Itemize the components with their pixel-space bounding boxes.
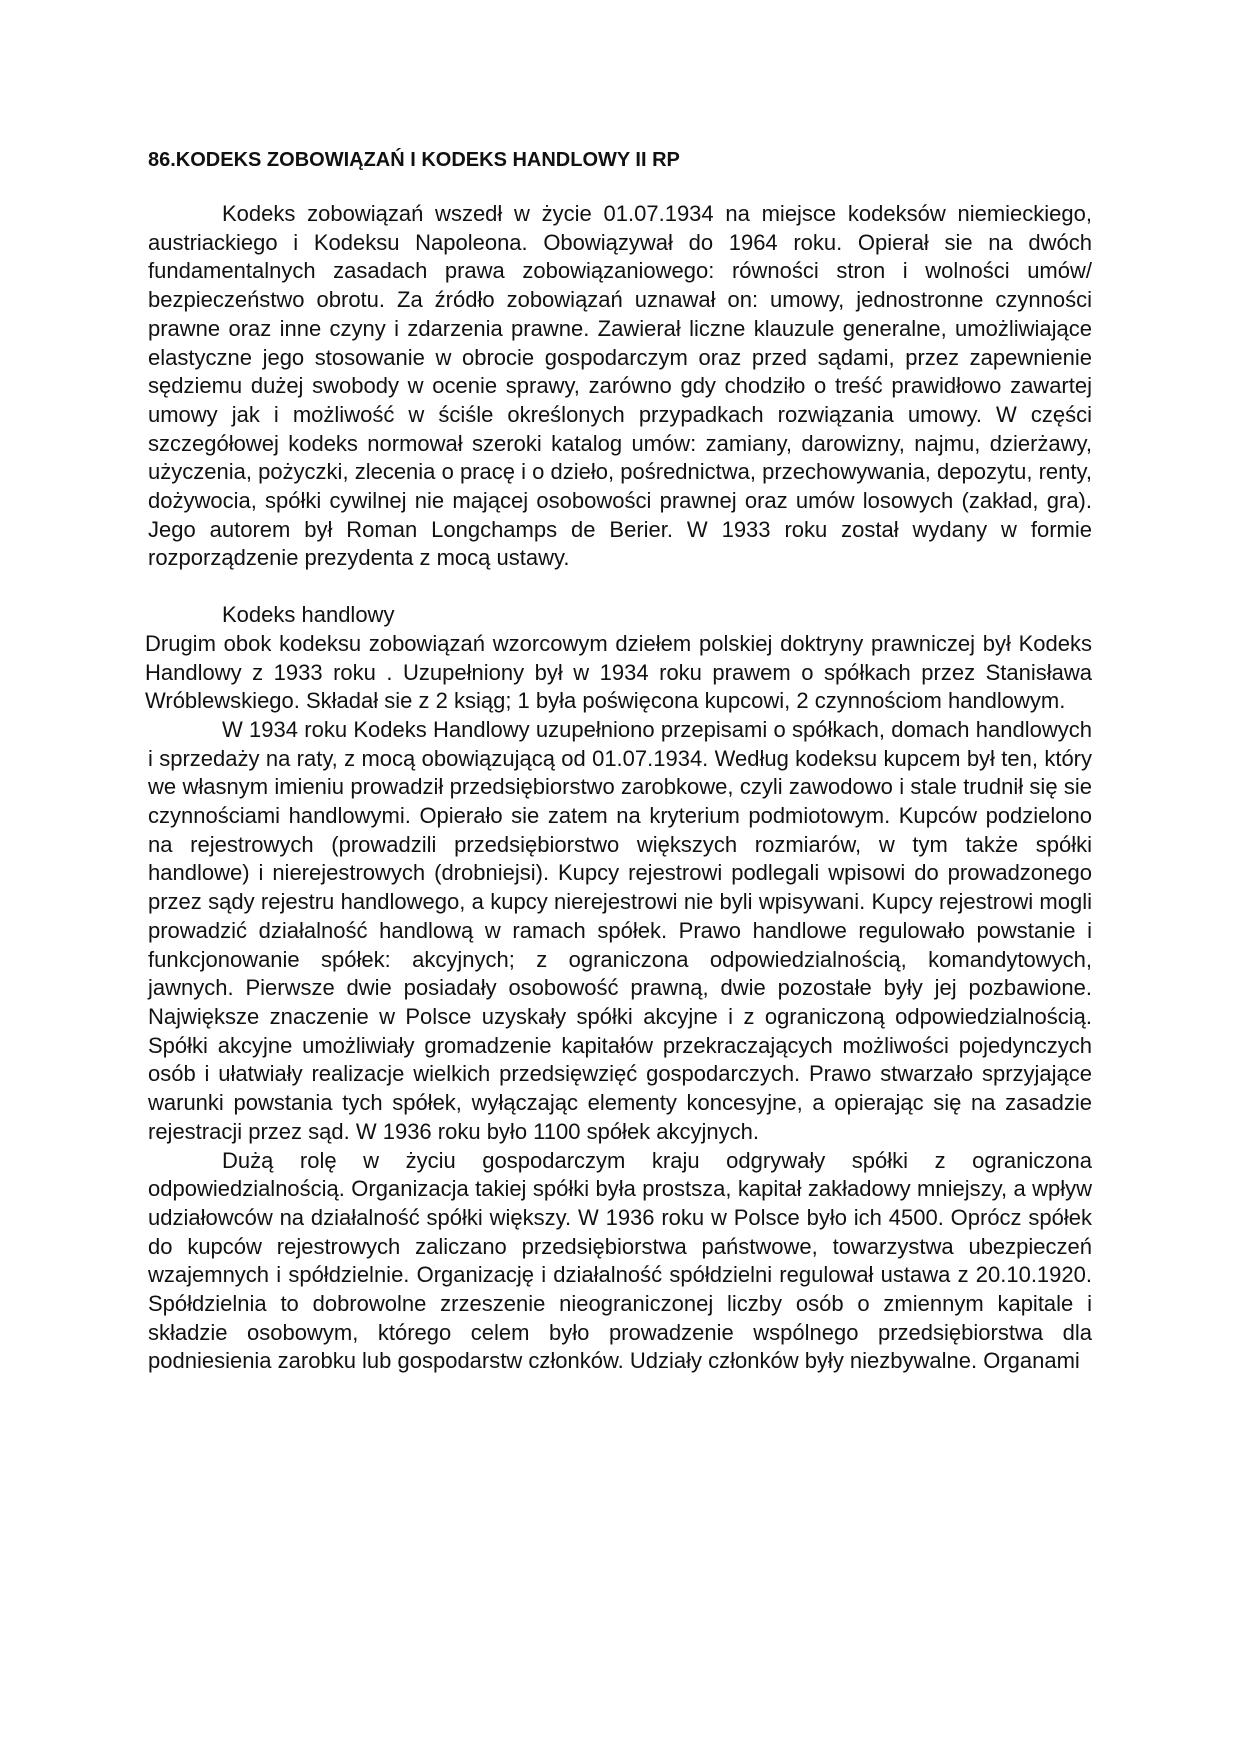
paragraph-kodeks-handlowy-intro: Drugim obok kodeksu zobowiązań wzorcowym dziełem polskiej doktryny prawniczej był Kodeks Handlowy z 1933 roku . Uzupełniony był w 1934 roku prawem o spółkach przez Stanisława Wróblewskiego. Składał sie z 2 ksiąg; 1 była poświęcona kupcowi, 2 czynnościom handlowym. (145, 630, 1092, 714)
subheading-kodeks-handlowy: Kodeks handlowy (222, 602, 395, 628)
paragraph-kodeks-zobowiazan: Kodeks zobowiązań wszedł w życie 01.07.1934 na miejsce kodeksów niemieckiego, austriackiego i Kodeksu Napoleona. Obowiązywał do 1964 roku. Opierał sie na dwóch fundamentalnych zasadach prawa zobowiązaniowego: równości stron i wolności umów/ bezpieczeństwo obrotu. Za źródło zobowiązań uznawał on: umowy, jednostronne czynności prawne oraz inne czyny i zdarzenia prawne. Zawierał liczne klauzule generalne, umożliwiające elastyczne jego stosowanie w obrocie gospodarczym oraz przed sądami, przez zapewnienie sędziemu dużej swobody w ocenie sprawy, zarówno gdy chodziło o treść prawidłowo zawartej umowy jak i możliwość w ściśle określonych przypadkach rozwiązania umowy. W części szczegółowej kodeks normował szeroki katalog umów: zamiany, darowizny, najmu, dzierżawy, użyczenia, pożyczki, zlecenia o pracę i o dzieło, pośrednictwa, przechowywania, depozytu, renty, dożywocia, spółki cywilnej nie mającej osobowości prawnej oraz umów losowych (zakład, gra). Jego autorem był Roman Longchamps de Berier. W 1933 roku został wydany w formie rozporządzenie prezydenta z mocą ustawy. (148, 201, 1092, 571)
paragraph-spolki-zoo: Dużą rolę w życiu gospodarczym kraju odgrywały spółki z ograniczona odpowiedzialnością. Organizacja takiej spółki była prostsza, kapitał zakładowy mniejszy, a wpływ udziałowców na działalność spółki większy. W 1936 roku w Polsce było ich 4500. Oprócz spółek do kupców rejestrowych zaliczano przedsiębiorstwa państwowe, towarzystwa ubezpieczeń wzajemnych i spółdzielnie. Organizację i działalność spółdzielni regulował ustawa z 20.10.1920. Spółdzielnia to dobrowolne zrzeszenie nieograniczonej liczby osób o zmiennym kapitale i składzie osobowym, którego celem było prowadzenie wspólnego przedsiębiorstwa dla podniesienia zarobku lub gospodarstw członków. Udziały członków były niezbywalne. Organami (148, 1147, 1092, 1374)
document-page (145, 146, 1092, 1376)
document-title: 86.KODEKS ZOBOWIĄZAŃ I KODEKS HANDLOWY II RP (148, 149, 680, 171)
paragraph-kupcy: W 1934 roku Kodeks Handlowy uzupełniono przepisami o spółkach, domach handlowych i sprzedaży na raty, z mocą obowiązującą od 01.07.1934. Według kodeksu kupcem był ten, który we własnym imieniu prowadził przedsiębiorstwo zarobkowe, czyli zawodowo i stale trudnił się sie czynnościami handlowymi. Opierało sie zatem na kryterium podmiotowym. Kupców podzielono na rejestrowych (prowadzili przedsiębiorstwo większych rozmiarów, w tym także spółki handlowe) i nierejestrowych (drobniejsi). Kupcy rejestrowi podlegali wpisowi do prowadzonego przez sądy rejestru handlowego, a kupcy nierejestrowi nie byli wpisywani. Kupcy rejestrowi mogli prowadzić działalność handlową w ramach spółek. Prawo handlowe regulowało powstanie i funkcjonowanie spółek: akcyjnych; z ograniczona odpowiedzialnością, komandytowych, jawnych. Pierwsze dwie posiadały osobowość prawną, dwie pozostałe były jej pozbawione. Największe znaczenie w Polsce uzyskały spółki akcyjne i z ograniczoną odpowiedzialnością. Spółki akcyjne umożliwiały gromadzenie kapitałów przekraczających możliwości pojedynczych osób i ułatwiały realizacje wielkich przedsięwzięć gospodarczych. Prawo stwarzało sprzyjające warunki powstania tych spółek, wyłączając elementy koncesyjne, a opierając się na zasadzie rejestracji przez sąd. W 1936 roku było 1100 spółek akcyjnych. (148, 716, 1092, 1144)
